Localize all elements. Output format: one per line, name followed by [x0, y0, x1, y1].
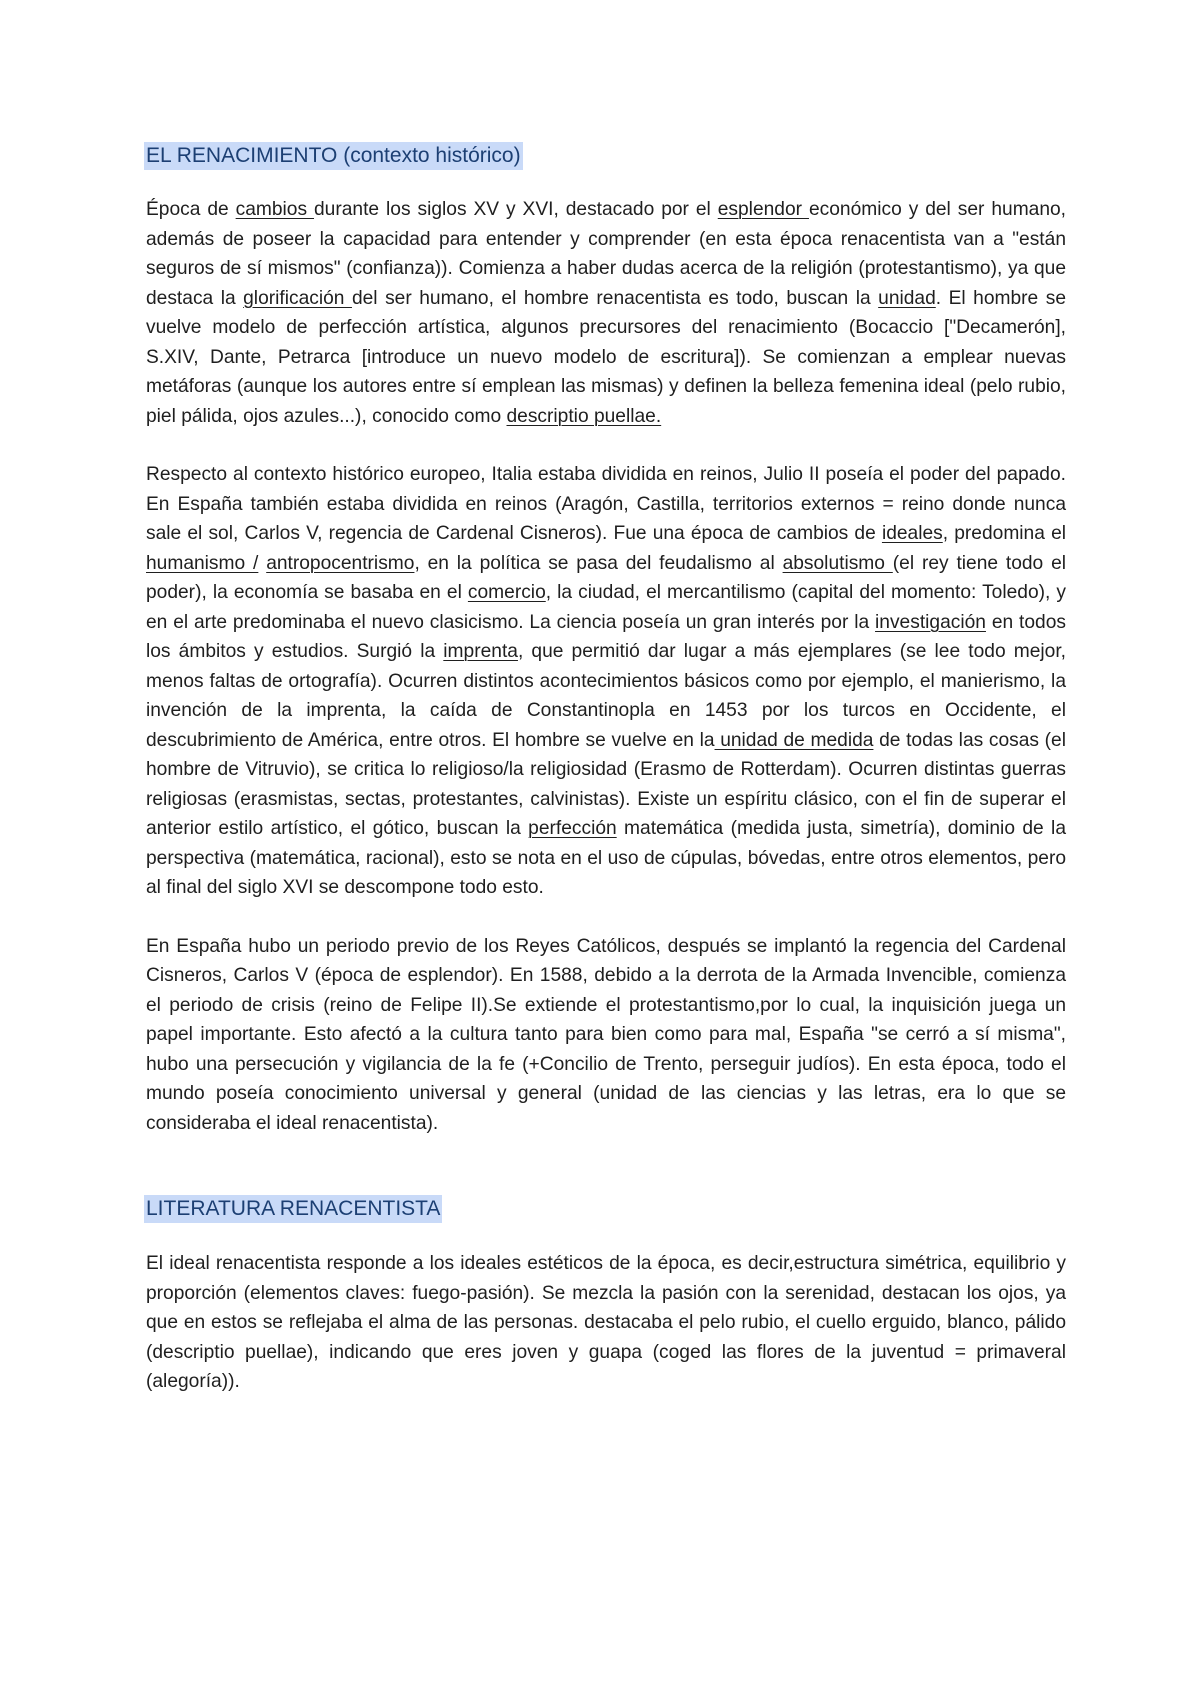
document-page: [146, 142, 1066, 1426]
underlined-term: esplendor: [717, 199, 809, 220]
underlined-term: imprenta: [443, 641, 518, 662]
underlined-term: unidad de medida: [714, 729, 874, 751]
text-run: (el rey tiene todo el poder), la economía se basaba en el: [146, 552, 1066, 603]
section-heading-renacimiento: EL RENACIMIENTO (contexto histórico): [144, 142, 523, 170]
text-run: Época de: [146, 199, 236, 220]
text-run: en todos los ámbitos y estudios. Surgió la: [146, 611, 1066, 662]
underlined-term: absolutismo: [782, 552, 893, 574]
text-run: durante los siglos XV y XVI, destacado por el: [314, 199, 718, 220]
text-run: , que permitió dar lugar a más ejemplares (se lee todo mejor, menos faltas de ortografía). Ocurren distintos acontecimientos básicos como por ejemplo, el manierismo, la invención de la imprenta, la caída de Constantinopla en 1453 por los turcos en Occidente, el descubrimiento de América, entre otros. El hombre se vuelve en la: [146, 641, 1066, 751]
paragraph-espana: [146, 932, 1066, 1139]
underlined-term: perfección: [528, 818, 617, 839]
underlined-term: ideales: [881, 523, 943, 544]
underlined-term: glorificación: [243, 287, 352, 309]
underlined-term: descriptio puellae.: [506, 405, 662, 427]
underlined-term: unidad: [878, 287, 936, 309]
text-run: matemática (medida justa, simetría), dominio de la perspectiva (matemática, racional), esto se nota en el uso de cúpulas, bóvedas, entre otros elementos, pero al final del siglo XVI se descompone todo esto.: [146, 818, 1066, 898]
paragraph-epoca: [146, 195, 1066, 431]
text-run: , la ciudad, el mercantilismo (capital del momento: Toledo), y en el arte predominaba el nuevo clasicismo. La ciencia poseía un gran interés por la: [146, 582, 1066, 633]
paragraph-ideal-renacentista: [146, 1249, 1066, 1397]
underlined-term: cambios: [235, 199, 315, 220]
underlined-term: humanismo /: [146, 552, 259, 574]
text-run: El ideal renacentista responde a los ideales estéticos de la época, es decir,estructura simétrica, equilibrio y proporción (elementos claves: fuego-pasión). Se mezcla la pasión con la serenidad, destacan los ojos, ya que en estos se reflejaba el alma de las personas. destacaba el pelo rubio, el cuello erguido, blanco, pálido (descriptio puellae), indicando que eres joven y guapa (coged las flores de la juventud = primaveral (alegoría)).: [146, 1253, 1066, 1392]
text-run: , en la política se pasa del feudalismo al: [414, 552, 783, 574]
text-run: de todas las cosas (el hombre de Vitruvio), se critica lo religioso/la religiosidad (Erasmo de Rotterdam). Ocurren distintas guerras religiosas (erasmistas, sectas, protestantes, calvinistas). Existe un espíritu clásico, con el fin de superar el anterior estilo artístico, el gótico, buscan la: [146, 729, 1066, 839]
section-heading-literatura: LITERATURA RENACENTISTA: [144, 1195, 442, 1223]
underlined-term: investigación: [875, 611, 986, 633]
text-run: Respecto al contexto histórico europeo, Italia estaba dividida en reinos, Julio II poseía el poder del papado. En España también estaba dividida en reinos (Aragón, Castilla, territorios externos = reino donde nunca sale el sol, Carlos V, regencia de Cardenal Cisneros). Fue una época de cambios de: [146, 464, 1066, 544]
text-run: , predomina el: [942, 523, 1066, 544]
underlined-term: antropocentrismo: [266, 552, 415, 574]
text-run: . El hombre se vuelve modelo de perfección artística, algunos precursores del renacimiento (Bocaccio ["Decamerón], S.XIV, Dante, Petrarca [introduce un nuevo modelo de escritura]). Se comienzan a emplear nuevas metáforas (aunque los autores entre sí emplean las mismas) y definen la belleza femenina ideal (pelo rubio, piel pálida, ojos azules...), conocido como: [146, 287, 1066, 427]
text-run: económico y del ser humano, además de poseer la capacidad para entender y comprender (en esta época renacentista van a "están seguros de sí mismos" (confianza)). Comienza a haber dudas acerca de la religión (protestantismo), ya que destaca la: [146, 199, 1067, 309]
underlined-term: comercio: [467, 582, 546, 603]
paragraph-contexto-europeo: [146, 460, 1066, 903]
text-run: En España hubo un periodo previo de los Reyes Católicos, después se implantó la regencia del Cardenal Cisneros, Carlos V (época de esplendor). En 1588, debido a la derrota de la Armada Invencible, comienza el periodo de crisis (reino de Felipe II).Se extiende el protestantismo,por lo cual, la inquisición juega un papel importante. Esto afectó a la cultura tanto para bien como para mal, España "se cerró a sí misma", hubo una persecución y vigilancia de la fe (+Concilio de Trento, perseguir judíos). En esta época, todo el mundo poseía conocimiento universal y general (unidad de las ciencias y las letras, era lo que se consideraba el ideal renacentista).: [146, 935, 1066, 1134]
text-run: del ser humano, el hombre renacentista es todo, buscan la: [351, 287, 879, 309]
